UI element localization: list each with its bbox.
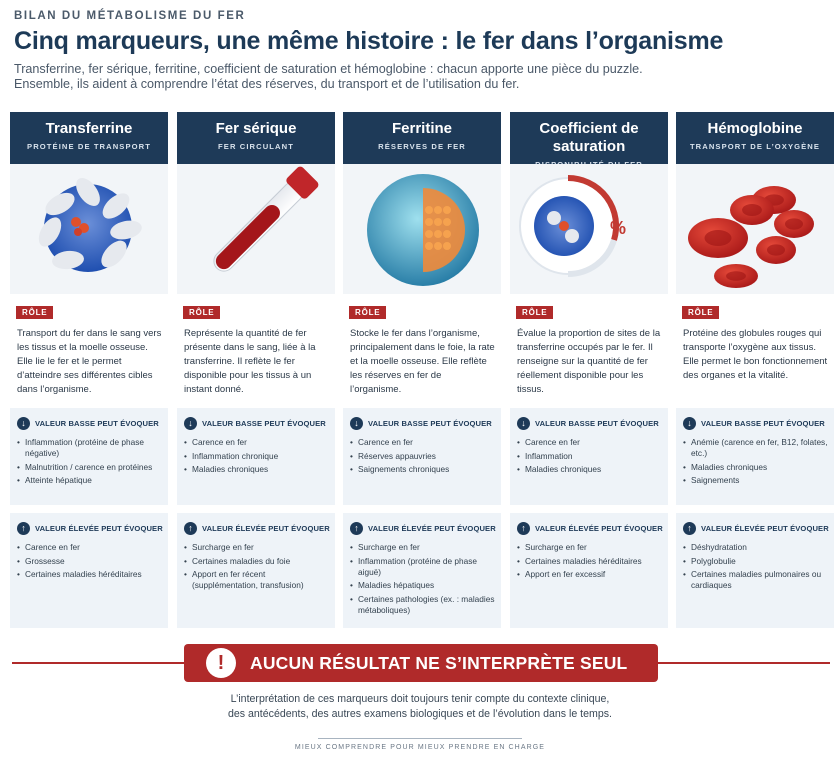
high-value-list [517,542,662,580]
low-value-title: VALEUR BASSE PEUT ÉVOQUER [202,418,326,428]
role-section [343,302,501,410]
low-value-title: VALEUR BASSE PEUT ÉVOQUER [535,418,659,428]
arrow-down-icon: ↓ [517,417,530,430]
gauge-percent-symbol: % [610,218,627,238]
list-item: • Carence en fer [350,437,495,448]
list-item: • Carence en fer [17,542,162,553]
card-subtitle: PROTÉINE DE TRANSPORT [27,142,151,151]
list-item: • Apport en fer récent (supplémentation, transfusion) [184,569,329,591]
low-value-list [184,437,329,475]
card-title: Ferritine [391,120,452,137]
kicker: BILAN DU MÉTABOLISME DU FER [14,10,246,22]
high-value-title: VALEUR ÉLEVÉE PEUT ÉVOQUER [368,523,496,533]
warning-banner [184,644,658,682]
arrow-up-icon: ↑ [350,522,363,535]
page-title: Cinq marqueurs, une même histoire : le fer dans l’organisme [14,27,724,55]
list-item: • Inflammation (protéine de phase négative) [17,437,162,459]
card-title: Transferrine [45,120,133,137]
card-title: Hémoglobine [707,120,803,137]
marker-card [676,112,834,630]
list-item: • Déshydratation [683,542,828,553]
role-text: Stocke le fer dans l’organisme, principalement dans le foie, la rate et la moelle osseuse. Elle reflète les réserves en fer de l’organisme. [350,328,495,395]
role-badge: RÔLE [183,306,220,319]
list-item: • Polyglobulie [683,556,828,567]
list-item: • Certaines maladies pulmonaires ou cardiaques [683,569,828,591]
high-value-list [17,542,162,580]
footer-divider [318,738,522,739]
role-section [177,302,335,410]
card-header [343,112,501,164]
saturation-gauge-icon [510,164,668,294]
card-title: Coefficient de saturation [539,120,639,155]
marker-card [177,112,335,630]
blood-tube-icon [177,164,335,294]
list-item: • Surcharge en fer [517,542,662,553]
high-value-list [184,542,329,591]
arrow-down-icon: ↓ [350,417,363,430]
list-item: • Maladies chroniques [683,462,828,473]
list-item: • Carence en fer [184,437,329,448]
role-badge: RÔLE [16,306,53,319]
list-item: • Inflammation chronique [184,451,329,462]
low-value-list [517,437,662,475]
arrow-down-icon: ↓ [683,417,696,430]
list-item: • Apport en fer excessif [517,569,662,580]
arrow-up-icon: ↑ [683,522,696,535]
role-text: Transport du fer dans le sang vers les tissus et la moelle osseuse. Elle lie le fer et le permet d’atteindre ses différentes cibles dans l’organisme. [17,328,162,395]
card-header [10,112,168,164]
list-item: • Atteinte hépatique [17,475,162,486]
role-badge: RÔLE [349,306,386,319]
high-value-list [683,542,828,591]
footer: MIEUX COMPRENDRE POUR MIEUX PRENDRE EN CHARGE [294,744,546,751]
card-subtitle: RÉSERVES DE FER [378,142,466,151]
role-text: Représente la quantité de fer présente dans le sang, liée à la transferrine. Il reflète le fer disponible pour les tissus à un instant donné. [184,328,316,395]
marker-card [343,112,501,630]
high-value-title: VALEUR ÉLEVÉE PEUT ÉVOQUER [535,523,663,533]
list-item: • Certaines maladies héréditaires [517,556,662,567]
low-value-title: VALEUR BASSE PEUT ÉVOQUER [368,418,492,428]
marker-card [510,112,668,630]
subtitle [14,62,826,92]
low-value-list [350,437,495,475]
role-section [676,302,834,410]
list-item: • Surcharge en fer [184,542,329,553]
divider-left [12,662,184,664]
ferritin-sphere-icon [343,164,501,294]
card-header [676,112,834,164]
red-blood-cells-icon [676,164,834,294]
low-value-box [10,408,168,505]
low-value-list [17,437,162,486]
high-value-box [343,513,501,628]
high-value-box [177,513,335,628]
note-line-1: L’interprétation de ces marqueurs doit toujours tenir compte du contexte clinique, [230,693,610,705]
exclamation-icon: ! [206,648,236,678]
note-line-2: des antécédents, des autres examens biologiques et de l’évolution dans le temps. [228,708,612,720]
transferrin-protein-model-icon [10,164,168,294]
role-text: Évalue la proportion de sites de la transferrine occupés par le fer. Il renseigne sur la quantité de fer réellement disponible pour les tissus. [517,328,661,395]
role-section [510,302,668,410]
list-item: • Grossesse [17,556,162,567]
high-value-box [510,513,668,628]
subtitle-line-2: Ensemble, ils aident à comprendre l’état des réserves, du transport et de l’utilisation du fer. [14,77,520,91]
list-item: • Saignements chroniques [350,464,495,475]
list-item: • Certaines pathologies (ex. : maladies métaboliques) [350,594,495,616]
high-value-title: VALEUR ÉLEVÉE PEUT ÉVOQUER [701,523,829,533]
low-value-box [676,408,834,505]
role-badge: RÔLE [516,306,553,319]
high-value-title: VALEUR ÉLEVÉE PEUT ÉVOQUER [35,523,163,533]
low-value-box [343,408,501,505]
high-value-list [350,542,495,616]
interpretation-note [140,692,700,722]
header [14,10,826,92]
list-item: • Surcharge en fer [350,542,495,553]
list-item: • Maladies hépatiques [350,580,495,591]
list-item: • Inflammation [517,451,662,462]
high-value-box [676,513,834,628]
marker-card [10,112,168,630]
list-item: • Malnutrition / carence en protéines [17,462,162,473]
card-header [510,112,668,164]
arrow-down-icon: ↓ [17,417,30,430]
role-text: Protéine des globules rouges qui transporte l’oxygène aux tissus. Elle permet le bon fonctionnement des organes et la vitalité. [683,328,828,381]
role-badge: RÔLE [682,306,719,319]
arrow-up-icon: ↑ [17,522,30,535]
subtitle-line-1: Transferrine, fer sérique, ferritine, coefficient de saturation et hémoglobine : chacun apporte une pièce du puzzle. [14,62,643,76]
role-section [10,302,168,410]
card-subtitle: FER CIRCULANT [218,142,294,151]
marker-cards [10,112,830,630]
arrow-down-icon: ↓ [184,417,197,430]
list-item: • Anémie (carence en fer, B12, folates, etc.) [683,437,828,459]
high-value-title: VALEUR ÉLEVÉE PEUT ÉVOQUER [202,523,330,533]
low-value-box [177,408,335,505]
card-title: Fer sérique [215,120,297,137]
list-item: • Réserves appauvries [350,451,495,462]
list-item: • Maladies chroniques [184,464,329,475]
list-item: • Carence en fer [517,437,662,448]
list-item: • Saignements [683,475,828,486]
arrow-up-icon: ↑ [517,522,530,535]
card-subtitle: TRANSPORT DE L’OXYGÈNE [689,142,821,151]
high-value-box [10,513,168,628]
card-header [177,112,335,164]
low-value-title: VALEUR BASSE PEUT ÉVOQUER [35,418,159,428]
list-item: • Maladies chroniques [517,464,662,475]
list-item: • Inflammation (protéine de phase aiguë) [350,556,495,578]
divider-right [658,662,830,664]
low-value-list [683,437,828,486]
low-value-title: VALEUR BASSE PEUT ÉVOQUER [701,418,825,428]
arrow-up-icon: ↑ [184,522,197,535]
list-item: • Certaines maladies du foie [184,556,329,567]
banner-text: AUCUN RÉSULTAT NE S’INTERPRÈTE SEUL [250,652,628,673]
list-item: • Certaines maladies héréditaires [17,569,162,580]
low-value-box [510,408,668,505]
